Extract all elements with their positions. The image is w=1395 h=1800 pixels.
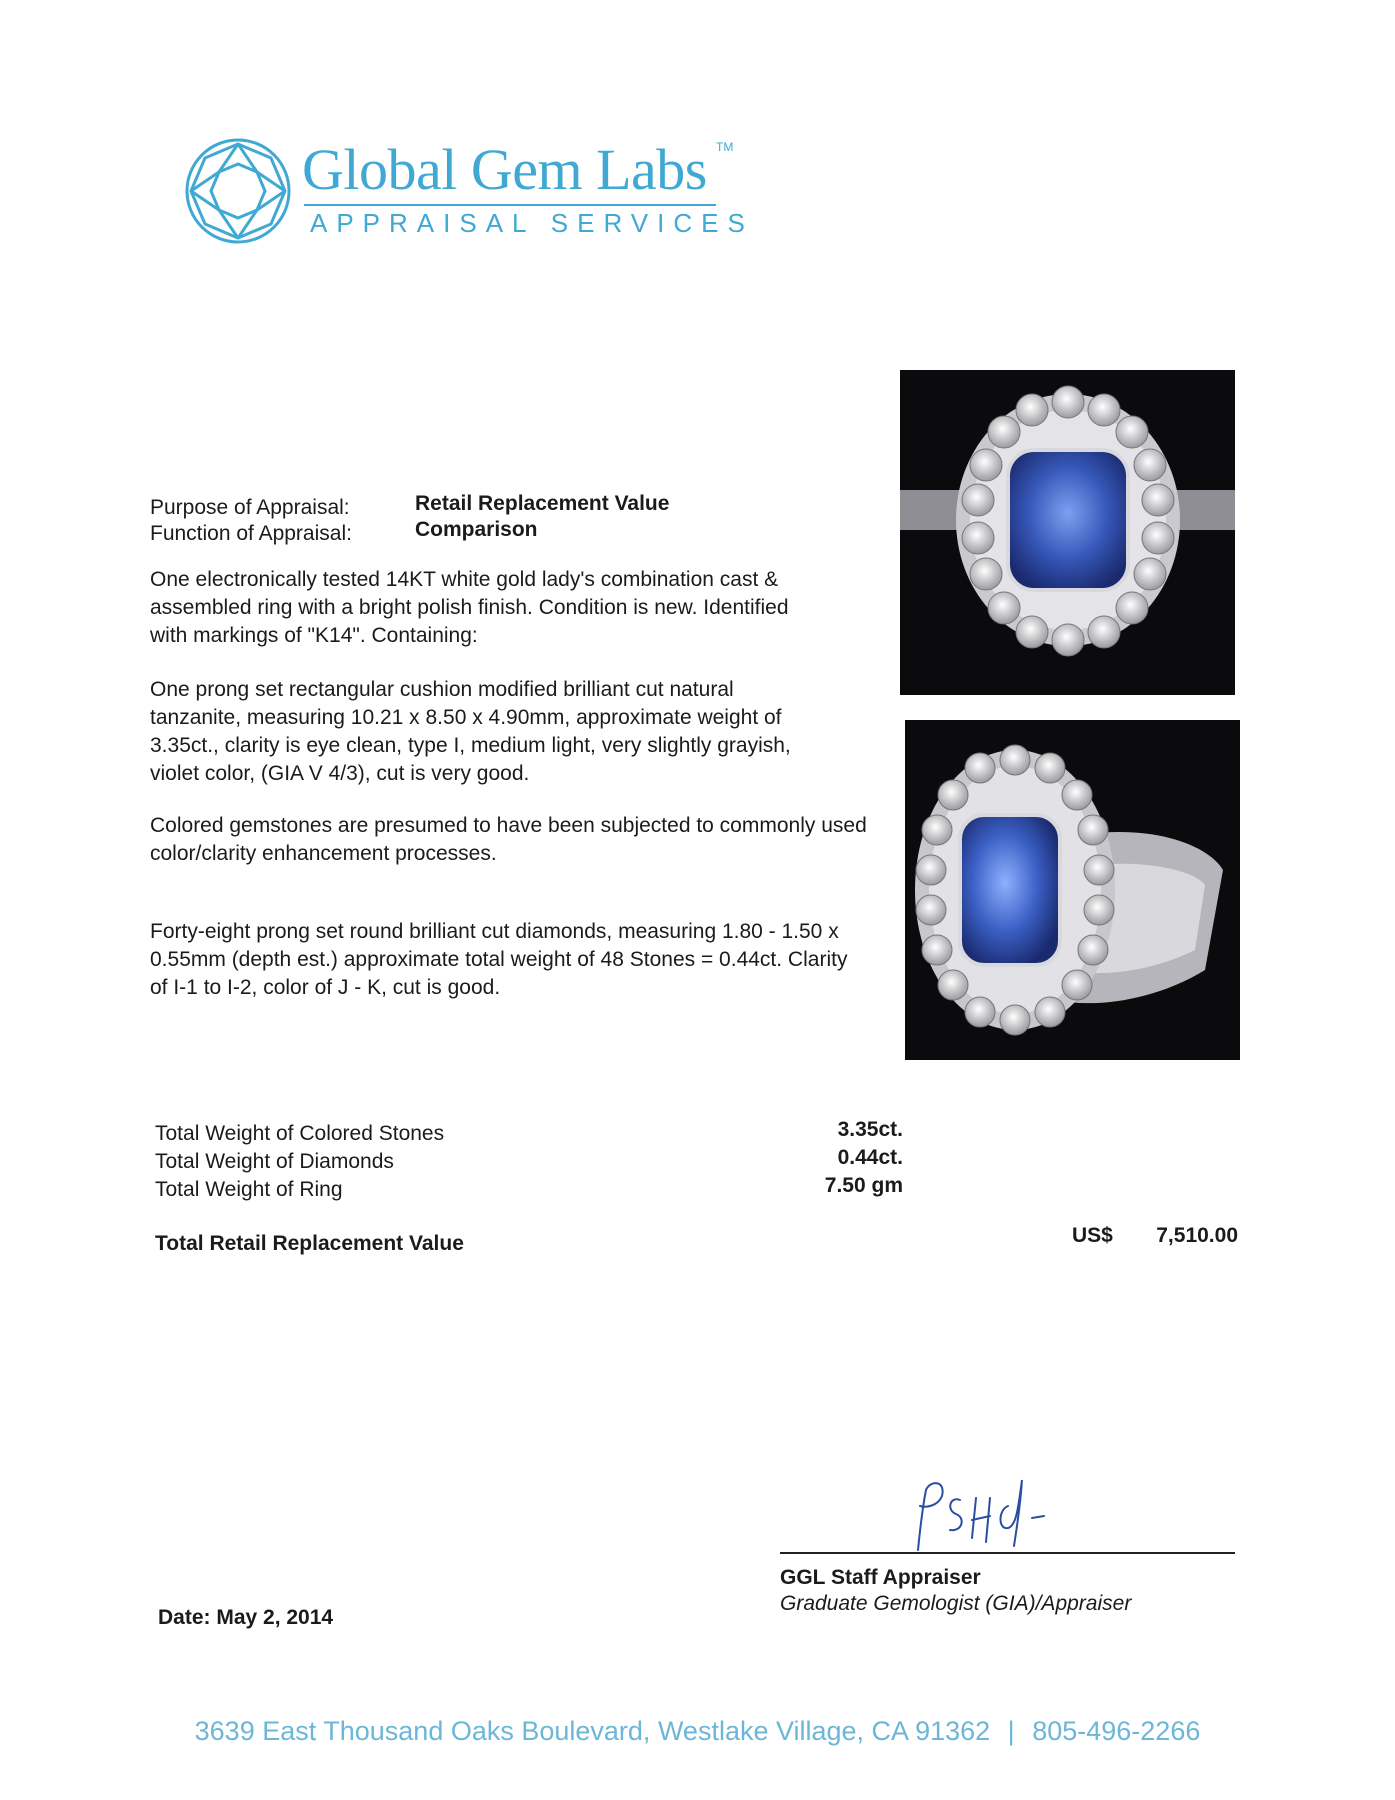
appraisal-date: Date: May 2, 2014 bbox=[158, 1606, 334, 1629]
enhancement-disclaimer: Colored gemstones are presumed to have been subjected to commonly used color/clarity enhancement processes. bbox=[150, 814, 867, 865]
diamonds-description: Forty-eight prong set round brilliant cut diamonds, measuring 1.80 - 1.50 x 0.55mm (depth est.) approximate total weight of 48 Stones = 0.44ct. Clarity of I-1 to I-2, color of J - K, cut is good. bbox=[150, 920, 848, 999]
retail-value-amount: 7,510.00 bbox=[1156, 1224, 1238, 1247]
footer-separator: | bbox=[1007, 1716, 1015, 1746]
footer-address: 3639 East Thousand Oaks Boulevard, Westlake Village, CA 91362 bbox=[194, 1716, 991, 1746]
purpose-label: Purpose of Appraisal: bbox=[150, 496, 350, 519]
purpose-value: Retail Replacement Value bbox=[415, 492, 670, 515]
signature-line bbox=[780, 1552, 1235, 1554]
total-ring-label: Total Weight of Ring bbox=[155, 1178, 343, 1201]
ring-side-view-photo bbox=[905, 720, 1240, 1060]
signer-title: GGL Staff Appraiser bbox=[780, 1566, 981, 1589]
footer-phone: 805-496-2266 bbox=[1032, 1716, 1201, 1746]
function-value: Comparison bbox=[415, 518, 538, 541]
total-diamonds-label: Total Weight of Diamonds bbox=[155, 1150, 394, 1173]
tanzanite-description: One prong set rectangular cushion modified brilliant cut natural tanzanite, measuring 10.21 x 8.50 x 4.90mm, approximate weight of 3.35ct., clarity is eye clean, type I, medium light, very slightly grayish, violet color, (GIA V 4/3), cut is very good. bbox=[150, 678, 791, 785]
total-colored-stones-value: 3.35ct. bbox=[837, 1118, 903, 1141]
total-ring-value: 7.50 gm bbox=[824, 1174, 903, 1197]
brand-subtitle: APPRAISAL SERVICES bbox=[310, 208, 754, 238]
footer-contact bbox=[0, 1716, 1395, 1747]
retail-value-label: Total Retail Replacement Value bbox=[155, 1232, 464, 1255]
currency-label: US$ bbox=[1072, 1224, 1113, 1247]
gem-logo-icon bbox=[183, 136, 293, 246]
appraiser-signature bbox=[890, 1470, 1070, 1560]
total-colored-stones-label: Total Weight of Colored Stones bbox=[155, 1122, 445, 1145]
logo-divider bbox=[304, 204, 716, 206]
brand-name: Global Gem Labs bbox=[302, 137, 707, 202]
function-label: Function of Appraisal: bbox=[150, 522, 352, 545]
ring-description: One electronically tested 14KT white gold lady's combination cast & assembled ring with a bright polish finish. Condition is new. Identified with markings of "K14". Containing: bbox=[150, 568, 789, 647]
signer-credentials: Graduate Gemologist (GIA)/Appraiser bbox=[780, 1592, 1132, 1615]
total-diamonds-value: 0.44ct. bbox=[837, 1146, 903, 1169]
trademark-mark: TM bbox=[716, 140, 734, 154]
ring-top-view-photo bbox=[900, 370, 1235, 695]
